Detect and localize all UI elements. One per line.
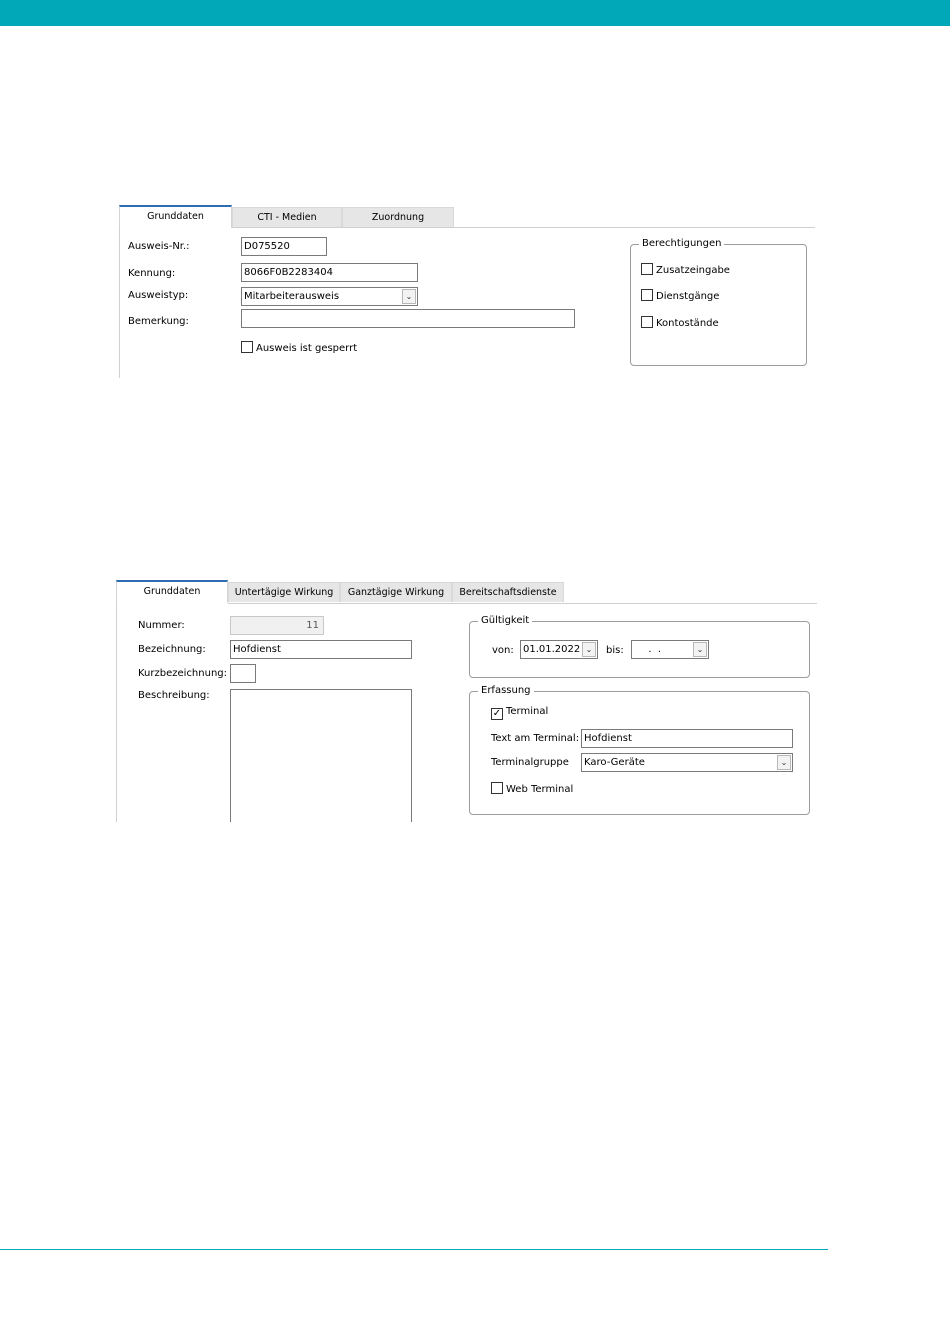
zusatzeingabe-label: Zusatzeingabe [656,265,730,276]
terminalgruppe-value: Karo-Geräte [584,757,645,768]
tab-underline [228,603,817,604]
checkbox-box[interactable] [641,289,653,301]
header-bar [0,0,950,26]
bis-date-picker[interactable] [631,640,709,659]
berechtigungen-group [630,238,807,366]
footer-line [0,1249,828,1250]
dienstgaenge-checkbox[interactable] [641,289,719,302]
tab-ganztaegige-wirkung[interactable]: Ganztägige Wirkung [340,582,452,602]
zusatzeingabe-checkbox[interactable] [641,263,730,276]
von-label: von: [492,645,514,656]
tab-bereitschaftsdienste[interactable]: Bereitschaftsdienste [452,582,564,602]
chevron-down-icon[interactable]: ⌄ [582,642,596,657]
ausweis-nr-field[interactable]: D075520 [241,237,327,256]
bezeichnung-label: Bezeichnung: [138,644,206,655]
von-date-value: 01.01.2022 [523,644,581,655]
bis-date-value: . . [642,644,662,655]
bis-label: bis: [606,645,624,656]
gesperrt-checkbox[interactable] [241,341,357,354]
chevron-down-icon[interactable]: ⌄ [693,642,707,657]
gueltigkeit-title: Gültigkeit [478,615,532,626]
dienst-dialog [115,580,817,822]
tab-grunddaten[interactable]: Grunddaten [116,580,228,603]
erfassung-title: Erfassung [478,685,534,696]
ausweistyp-value: Mitarbeiterausweis [244,291,340,302]
erfassung-group [469,685,810,815]
tab-cti-medien[interactable]: CTI - Medien [232,207,342,227]
checkbox-box[interactable] [491,782,503,794]
gueltigkeit-group [469,615,810,678]
bemerkung-field[interactable] [241,309,575,328]
checkbox-box[interactable] [241,341,253,353]
ausweis-nr-label: Ausweis-Nr.: [128,241,190,252]
nummer-label: Nummer: [138,620,185,631]
chevron-down-icon[interactable]: ⌄ [402,289,416,304]
beschreibung-label: Beschreibung: [138,690,210,701]
checkbox-box[interactable] [641,263,653,275]
tab-underline [232,227,815,228]
terminal-checkbox[interactable] [491,706,548,720]
ausweistyp-select[interactable] [241,287,418,306]
tab-zuordnung[interactable]: Zuordnung [342,207,454,227]
terminalgruppe-label: Terminalgruppe [491,757,569,768]
berechtigungen-title: Berechtigungen [639,238,724,249]
terminal-label: Terminal [506,706,549,717]
kennung-field[interactable]: 8066F0B2283404 [241,263,418,282]
nummer-field: 11 [230,616,324,635]
ausweistyp-label: Ausweistyp: [128,290,189,301]
panel-border [119,227,120,378]
panel-border [116,603,117,822]
kurzbezeichnung-field[interactable] [230,664,256,683]
kontostaende-label: Kontostände [656,318,719,329]
text-am-terminal-label: Text am Terminal: [491,733,580,744]
kennung-label: Kennung: [128,268,176,279]
terminalgruppe-select[interactable] [581,753,793,772]
web-terminal-checkbox[interactable] [491,782,573,795]
beschreibung-textarea[interactable] [230,689,412,822]
tab-grunddaten[interactable]: Grunddaten [119,205,232,228]
ausweis-dialog [118,205,815,378]
check-icon[interactable]: ✓ [492,708,502,719]
von-date-picker[interactable] [520,640,598,659]
kontostaende-checkbox[interactable] [641,316,719,329]
bezeichnung-field[interactable]: Hofdienst [230,640,412,659]
text-am-terminal-field[interactable]: Hofdienst [581,729,793,748]
dienstgaenge-label: Dienstgänge [656,291,720,302]
bemerkung-label: Bemerkung: [128,316,189,327]
checkbox-box[interactable] [641,316,653,328]
tab-untertaegige-wirkung[interactable]: Untertägige Wirkung [228,582,340,602]
gesperrt-label: Ausweis ist gesperrt [256,343,358,354]
web-terminal-label: Web Terminal [506,784,574,795]
chevron-down-icon[interactable]: ⌄ [777,755,791,770]
kurzbezeichnung-label: Kurzbezeichnung: [138,668,228,679]
